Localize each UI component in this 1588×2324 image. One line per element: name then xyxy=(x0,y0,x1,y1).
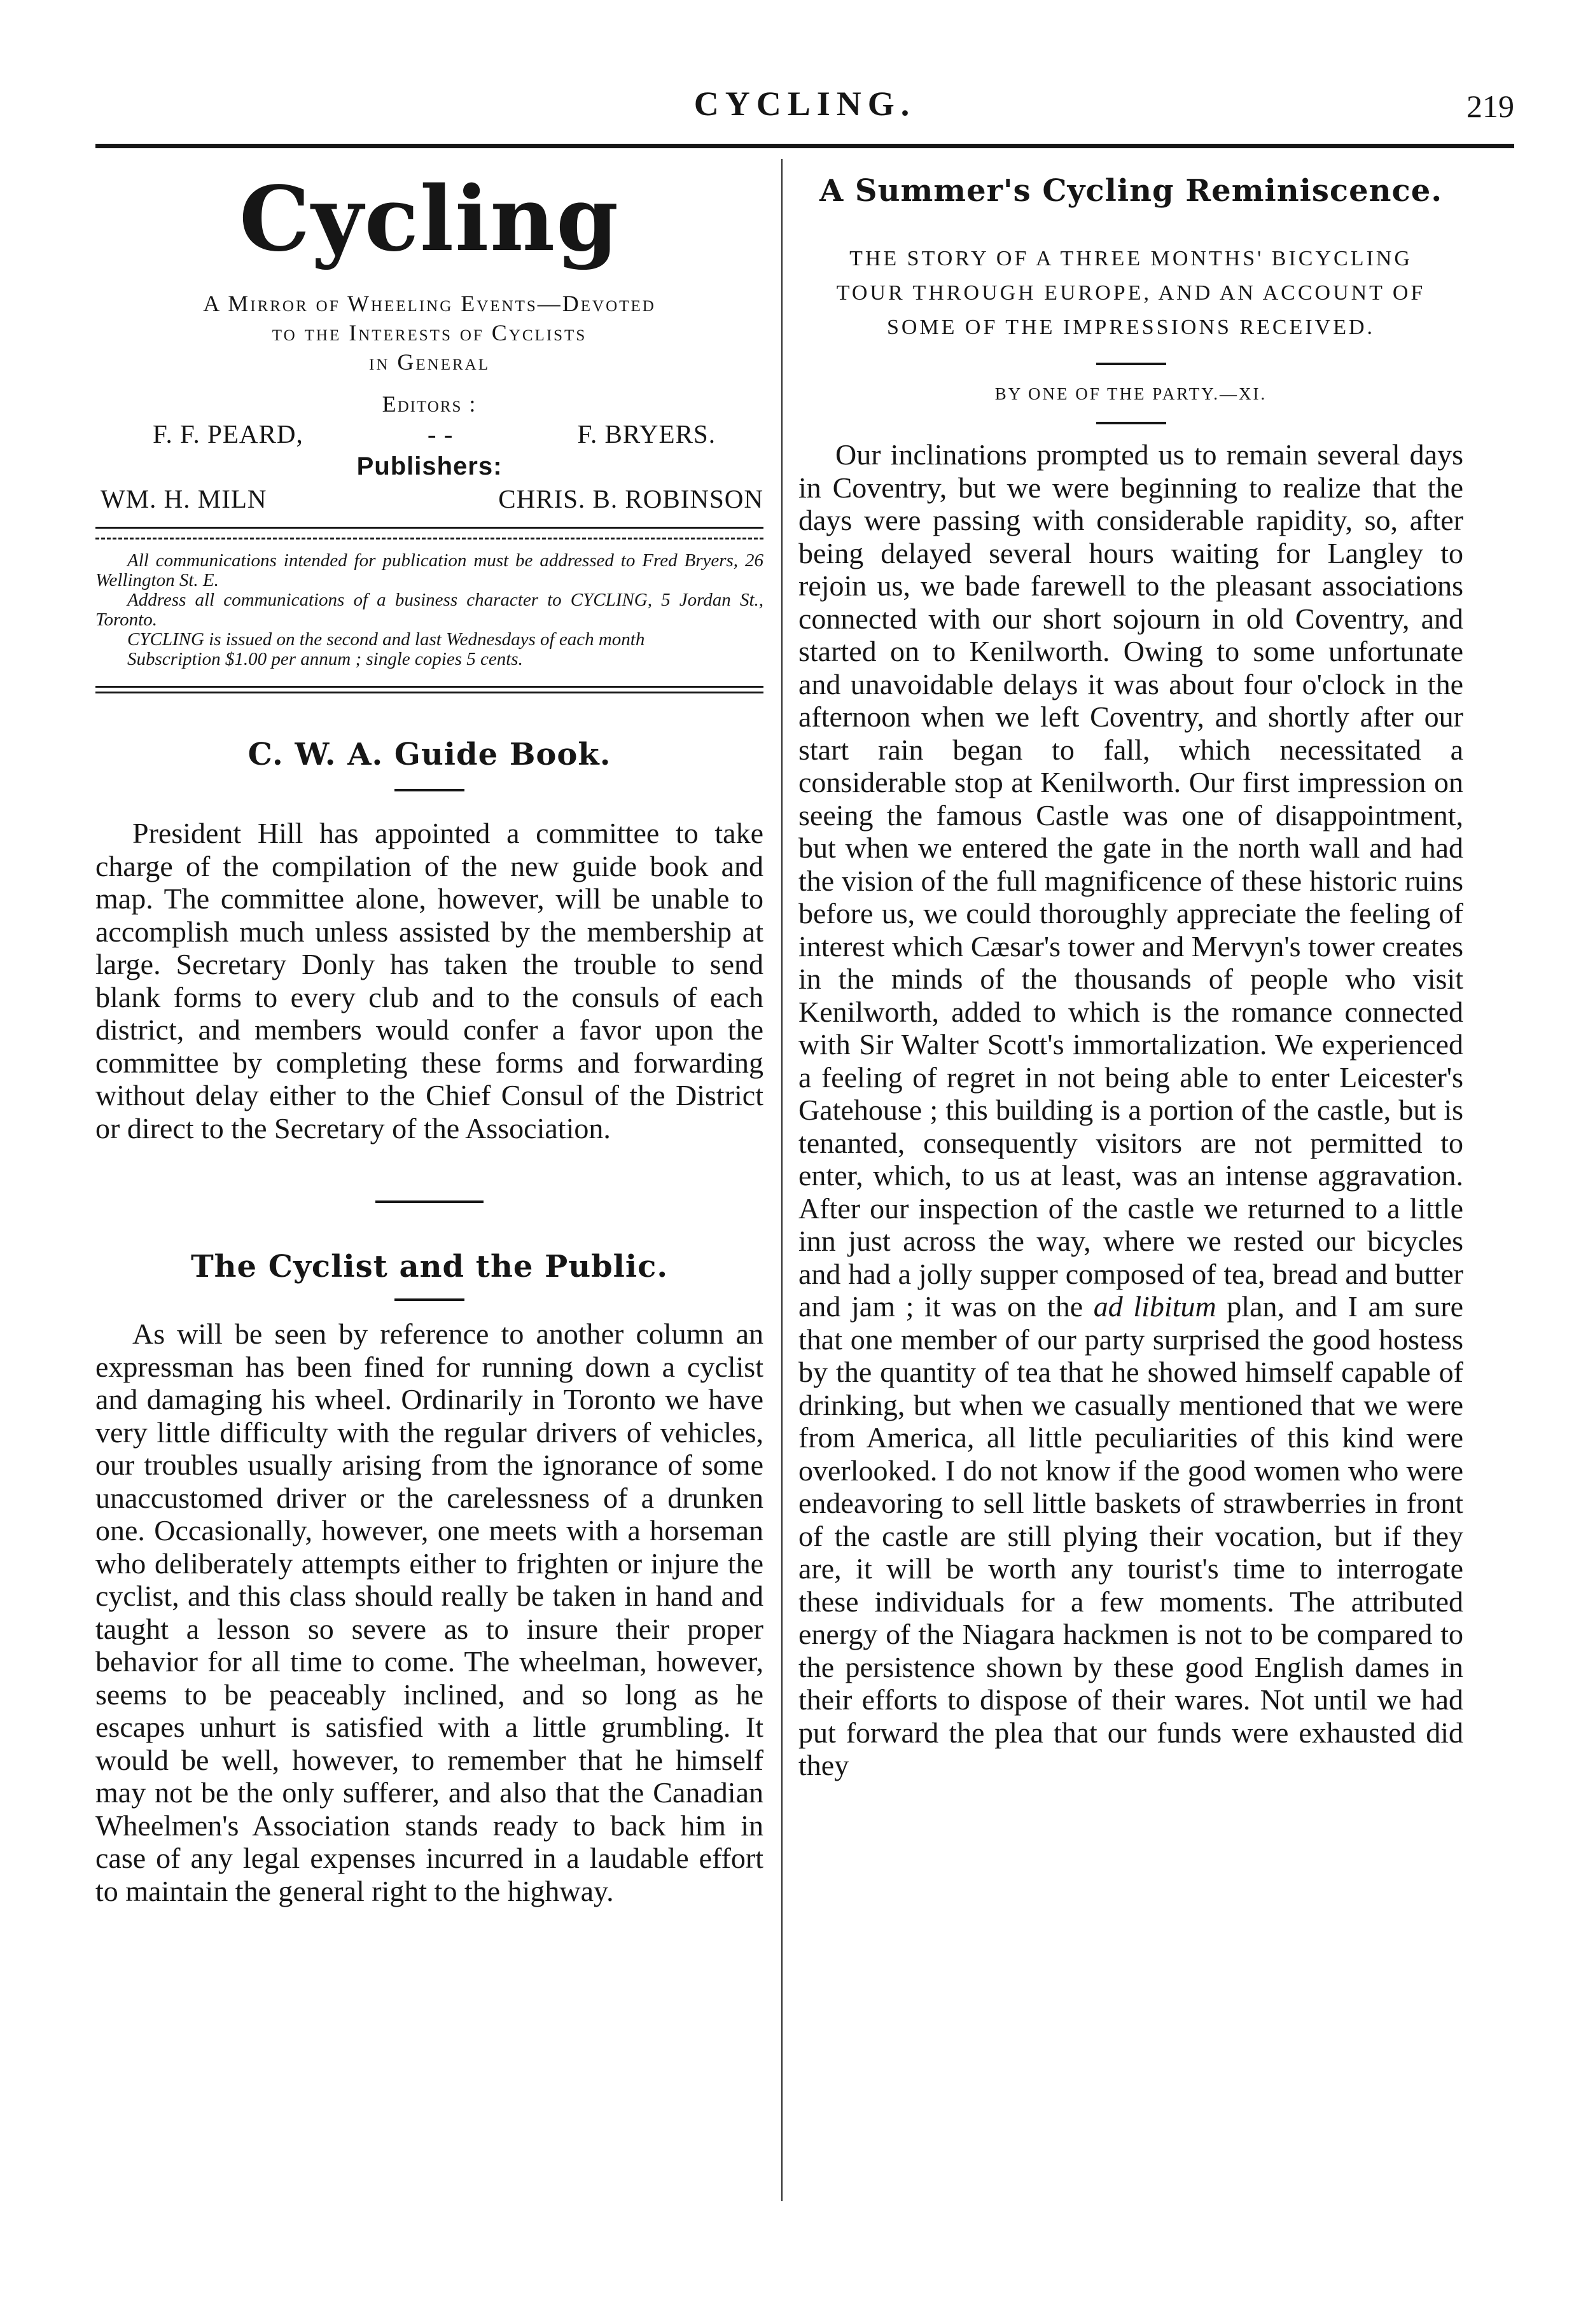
section-rule xyxy=(375,1200,484,1203)
publisher-name: CHRIS. B. ROBINSON xyxy=(498,484,763,513)
article-body xyxy=(95,1318,763,1907)
masthead-subtitle xyxy=(95,289,763,377)
editors-row xyxy=(95,417,763,450)
notice-line: CYCLING is issued on the second and last Wednesdays of each month xyxy=(127,629,645,650)
column-divider xyxy=(781,159,783,2201)
notice-line: All communications intended for publication must be addressed to Fred Bryers, 26 Wellington St. E. xyxy=(95,550,763,590)
subheading-rule xyxy=(1096,363,1166,365)
byline-rule xyxy=(1096,422,1166,424)
article-text: Our inclinations prompted us to remain several days in Coventry, but we were beginning to realize that the days were passing with considerable rapidity, so, after being delayed several hours waiting for Langley to rejoin us, we bade farewell to the pleasant associations connected with our short sojourn in old Coventry, and started on to Kenilworth. Owing to some unfortunate and unavoidable delays it was about four o'clock in the afternoon when we left Coventry, and shortly after our start rain began to fall, which necessitated a considerable stop at Kenilworth. Our first impression on seeing the famous Castle was one of disappointment, but when we entered the gate in the north wall and had the vision of the full magnificence of these historic ruins before us, we could thoroughly appreciate the feeling of interest which Cæsar's tower and Mervyn's tower creates in the minds of the thousands of people who visit Kenilworth, added to which is the romance connected with Sir Walter Scott's immortalization. We experienced a feeling of regret in not being able to enter Leicester's Gatehouse ; this building is a portion of the castle, but is tenanted, consequently visitors are not permitted to enter, which, to us at least, was an intense aggravation. After our inspection of the castle we returned to a little inn just across the way, where we rested our bicycles and had a jolly supper composed of tea, bread and butter and jam ; it was on the xyxy=(798,438,1463,1323)
article-subheading: THE STORY OF A THREE MONTHS' BICYCLING TOUR THROUGH EUROPE, AND AN ACCOUNT OF SOME OF THE IMPRESSIONS RECEIVED. xyxy=(836,247,1426,339)
notice-line: Subscription $1.00 per annum ; single copies 5 cents. xyxy=(127,649,523,669)
article-paragraph: President Hill has appointed a committee to take charge of the compilation of the new guide book and map. The committee alone, however, will be unable to accomplish much unless assisted by the membership at large. Secretary Donly has taken the trouble to send blank forms to every club and to the consuls of each district, and members would confer a favor upon the committee by completing these forms and forwarding without delay either to the Chief Consul of the District or direct to the Secretary of the Association. xyxy=(95,817,763,1145)
masthead-subtitle-line: to the Interests of Cyclists xyxy=(272,320,587,345)
head-rule xyxy=(95,144,1514,148)
running-head xyxy=(95,84,1514,135)
editors-label: Editors : xyxy=(382,391,477,417)
byline: BY ONE OF THE PARTY.—XI. xyxy=(994,384,1267,403)
left-column xyxy=(95,159,763,1907)
editor-name: F. F. PEARD, xyxy=(153,419,303,449)
article-heading: A Summer's Cycling Reminiscence. xyxy=(819,173,1443,209)
article-body xyxy=(798,438,1463,1782)
article-paragraph xyxy=(798,438,1463,1782)
article-text: plan, and I am sure that one member of our party surprised the good hostess by the quantity of tea that he showed himself capable of drinking, but when we casually mentioned that we were from America, all little peculiarities of this kind were overlooked. I do not know if the good women who were endeavoring to sell little baskets of strawberries in front of the castle are still plying their vocation, but if they are, it will be worth any tourist's time to interrogate these individuals for a few moments. The attributed energy of the Niagara hackmen is not to be compared to the persistence shown by these good English dames in their efforts to dispose of their wares. Not until we had put forward the plea that our funds were exhausted did they xyxy=(798,1290,1463,1781)
masthead-dashed-rule xyxy=(95,538,763,539)
article-body xyxy=(95,817,763,1145)
heading-rule xyxy=(394,1298,464,1301)
notice-rule xyxy=(95,692,763,693)
notice-rule xyxy=(95,686,763,688)
publishers-label: Publishers: xyxy=(356,452,503,480)
publishers-row xyxy=(95,482,763,515)
article-paragraph: As will be seen by reference to another column an expressman has been fined for running down a cyclist and damaging his wheel. Ordinarily in Toronto we have very little difficulty with the regular drivers of vehicles, our troubles usually arising from the ignorance of some unaccustomed driver or the carelessness of a drunken one. Occasionally, however, one meets with a horseman who deliberately attempts either to frighten or injure the cyclist, and this class should really be taken in hand and taught a lesson so severe as to insure their proper behavior for all time to come. The wheelman, however, seems to be peaceably inclined, and so long as he escapes unhurt is satisfied with a little grumbling. It would be well, however, to remember that he himself may not be the only sufferer, and also that the Canadian Wheelmen's Association stands ready to back him in case of any legal expenses incurred in a laudable effort to maintain the general right to the highway. xyxy=(95,1318,763,1907)
article-heading: C. W. A. Guide Book. xyxy=(247,737,611,772)
running-title: CYCLING. xyxy=(693,85,916,123)
masthead-subtitle-line: A Mirror of Wheeling Events—Devoted xyxy=(203,291,656,316)
masthead-subtitle-line: in General xyxy=(369,349,490,375)
right-column xyxy=(798,159,1463,1782)
masthead-title: Cycling xyxy=(239,167,620,272)
publication-notice xyxy=(95,551,763,669)
editor-separator: - - xyxy=(427,419,454,449)
editor-name: F. BRYERS. xyxy=(577,419,716,449)
italic-phrase: ad libitum xyxy=(1093,1290,1216,1323)
masthead-rule xyxy=(95,527,763,529)
page-number: 219 xyxy=(1466,88,1514,124)
publisher-name: WM. H. MILN xyxy=(101,484,267,513)
heading-rule xyxy=(394,789,464,791)
article-heading: The Cyclist and the Public. xyxy=(190,1249,669,1284)
notice-line: Address all communications of a business character to CYCLING, 5 Jordan St., Toronto. xyxy=(95,590,763,630)
